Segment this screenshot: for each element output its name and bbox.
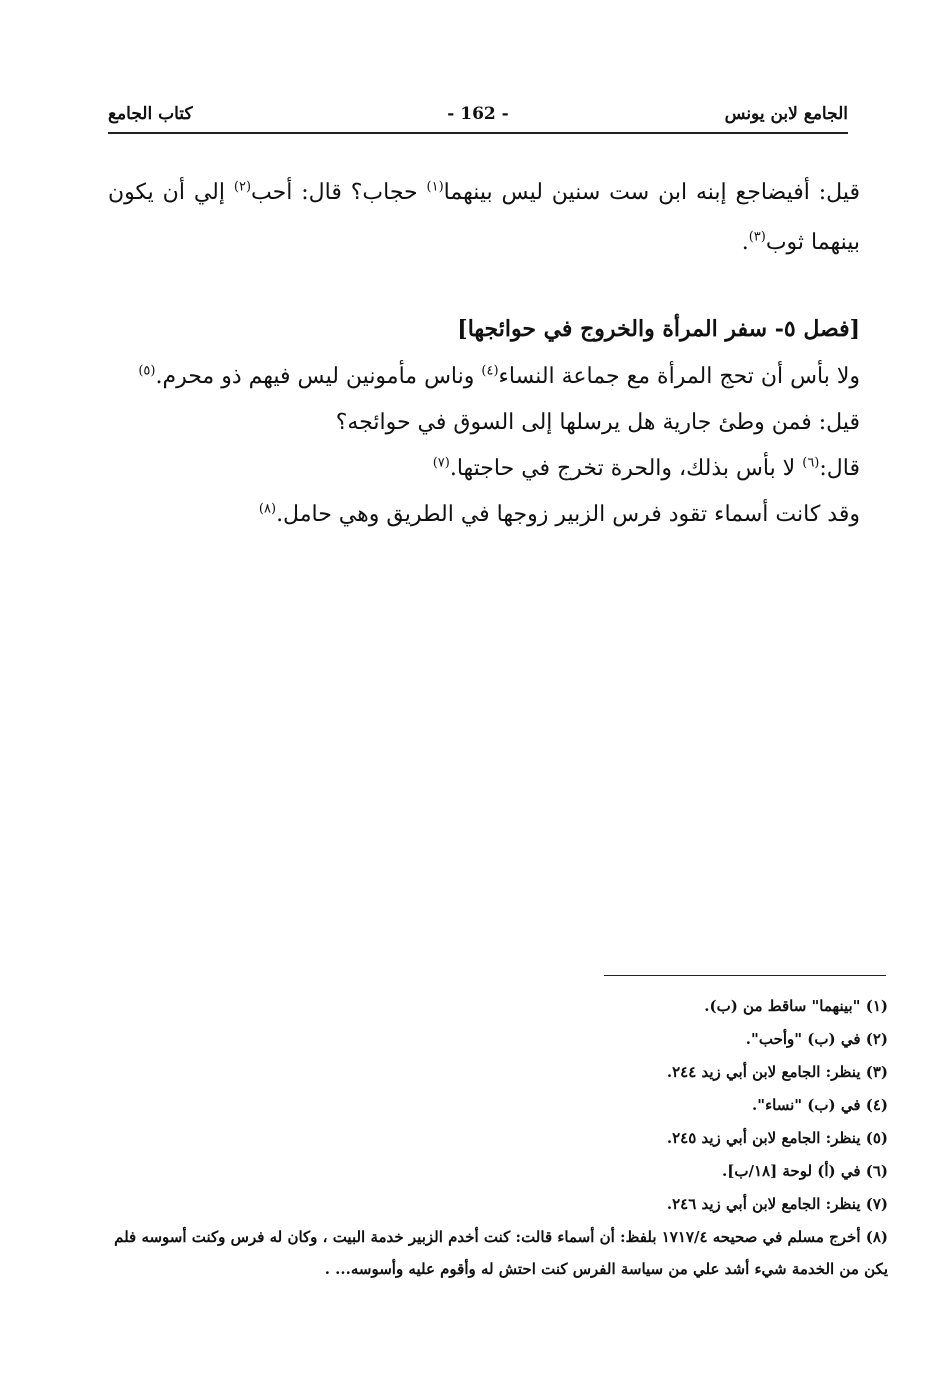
- header-chapter-title: كتاب الجامع: [108, 104, 193, 124]
- line1-text-2: وناس مأمونين ليس فيهم ذو محرم.: [155, 364, 482, 389]
- footnote-divider: [604, 975, 886, 976]
- page-header: [108, 104, 848, 132]
- section-5: [108, 304, 860, 538]
- header-book-title: الجامع لابن يونس: [724, 104, 848, 124]
- footnote-4: (٤) في (ب) "نساء".: [752, 1096, 888, 1114]
- line3-text-1: قال:: [819, 456, 860, 481]
- footnote-8: (٨) أخرج مسلم في صحيحه ١٧١٧/٤ بلفظ: أن أسماء قالت: كنت أخدم الزبير خدمة البيت ، وكان له فرس وكنت أسوسه فلم يكن من الخدمة شيء أشد علي من سياسة الفرس كنت احتش له وأقوم عليه وأسوسه... .: [114, 1228, 888, 1278]
- para1-text-4: .: [741, 230, 749, 255]
- para1-text-1: قيل: أفيضاجع إبنه ابن ست سنين ليس بينهما: [443, 180, 860, 205]
- footnotes: [108, 990, 888, 1285]
- footnote-2: (٢) في (ب) "وأحب".: [745, 1030, 888, 1048]
- footnote-ref-1: (١): [426, 179, 444, 195]
- para1-text-2: حجاب؟ قال: أحب: [251, 180, 427, 205]
- section-line-3: [108, 446, 860, 492]
- footnote-ref-6: (٦): [802, 455, 820, 471]
- footnote-5: (٥) ينظر: الجامع لابن أبي زيد ٢٤٥.: [666, 1129, 888, 1147]
- main-paragraph: [108, 168, 860, 268]
- section-line-2: قيل: فمن وطئ جارية هل يرسلها إلى السوق في حوائجه؟: [335, 410, 860, 435]
- line3-text-2: لا بأس بذلك، والحرة تخرج في حاجتها.: [449, 456, 803, 481]
- paragraph-1: [108, 168, 860, 268]
- footnote-ref-8: (٨): [258, 501, 277, 517]
- line4-text-1: وقد كانت أسماء تقود فرس الزبير زوجها في الطريق وهي حامل.: [276, 502, 860, 527]
- page-number: - 162 -: [447, 104, 509, 124]
- section-line-1: [108, 354, 860, 400]
- footnote-6: (٦) في (أ) لوحة [١٨/ب].: [722, 1162, 888, 1180]
- footnote-7: (٧) ينظر: الجامع لابن أبي زيد ٢٤٦.: [666, 1195, 888, 1213]
- footnote-ref-2: (٢): [233, 179, 252, 195]
- footnote-ref-7: (٧): [432, 455, 450, 471]
- header-divider: [108, 132, 848, 134]
- section-heading: [فصل ٥- سفر المرأة والخروج في حوائجها]: [457, 316, 860, 342]
- footnote-ref-4: (٤): [481, 363, 499, 379]
- para1-text-3: إلي أن يكون بينهما ثوب: [108, 180, 860, 255]
- section-line-4: [108, 492, 860, 538]
- footnote-3: (٣) ينظر: الجامع لابن أبي زيد ٢٤٤.: [666, 1063, 888, 1081]
- footnote-1: (١) "بينهما" ساقط من (ب).: [704, 997, 888, 1015]
- footnote-ref-3: (٣): [748, 229, 766, 245]
- footnote-ref-5: (٥): [138, 363, 156, 379]
- line1-text-1: ولا بأس أن تحج المرأة مع جماعة النساء: [498, 364, 860, 389]
